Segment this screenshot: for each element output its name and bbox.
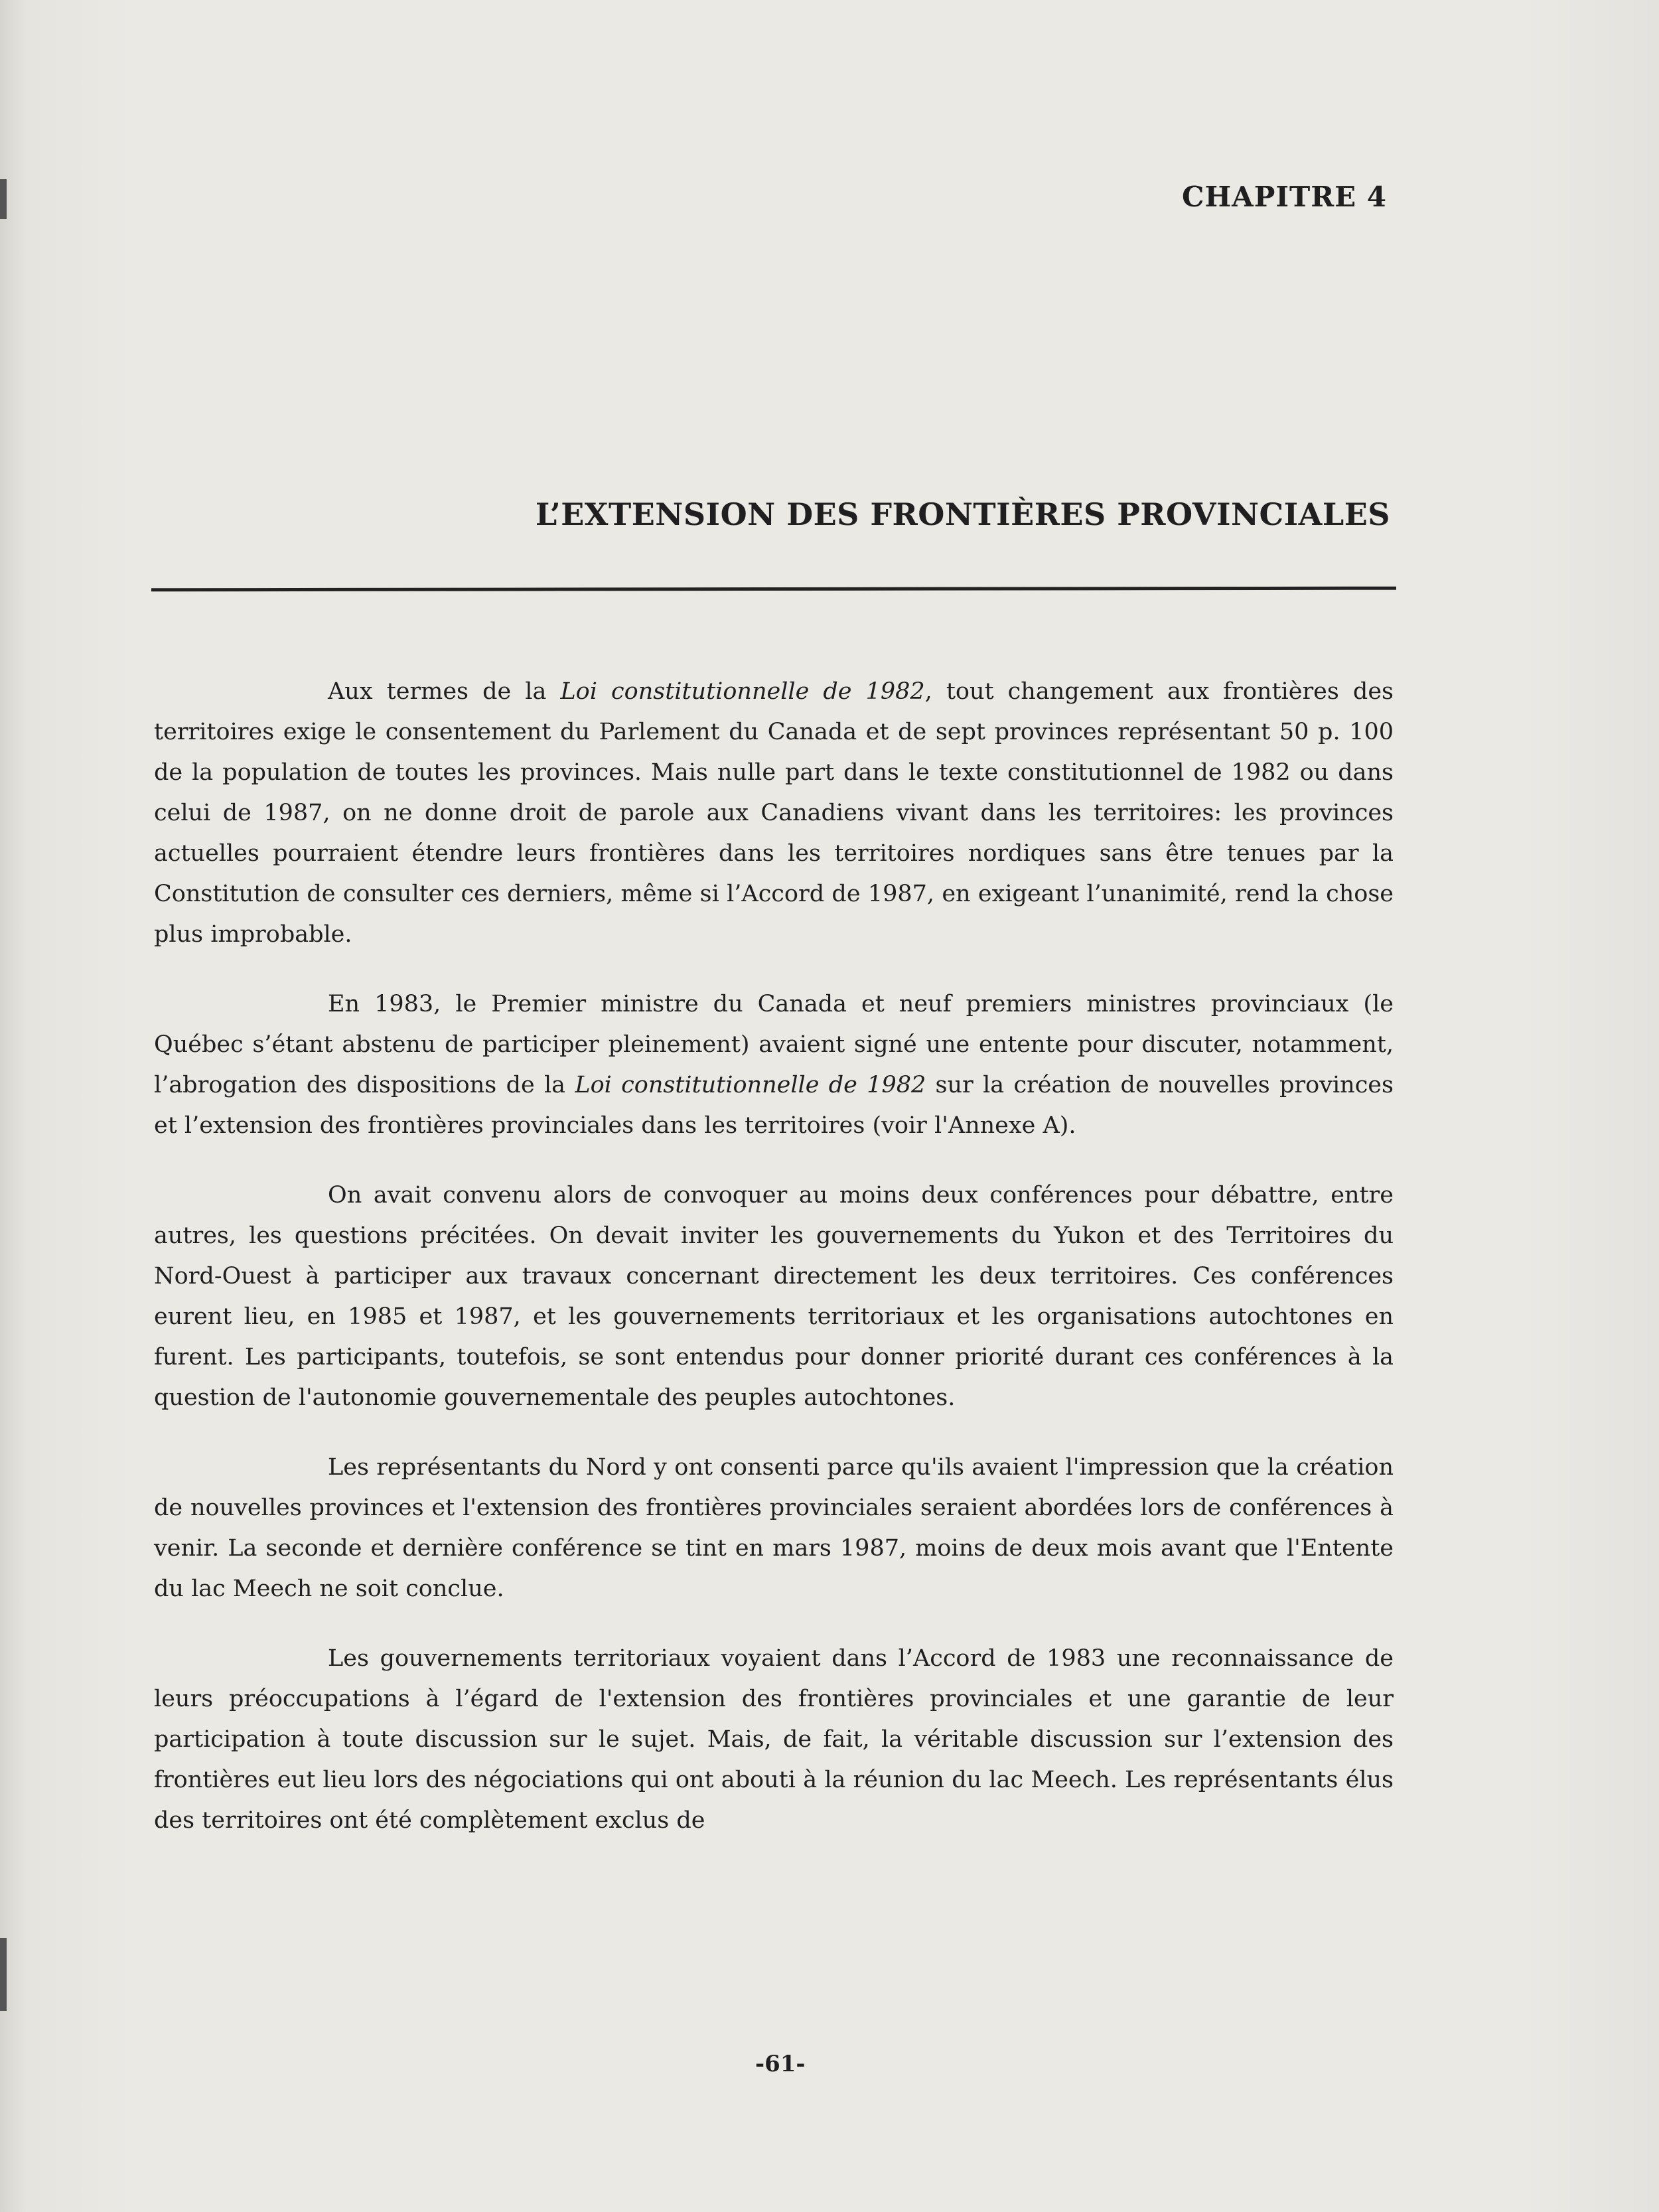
paragraph-5: Les gouvernements territoriaux voyaient dans l’Accord de 1983 une reconnaissance de leurs préoccupations à l’égard de l'extension des frontières provinciales et une garantie de leur participation à toute discussion sur le sujet. Mais, de fait, la véritable discussion sur l’extension des frontières eut lieu lors des négociations qui ont abouti à la réunion du lac Meech. Les représentants élus des territoires ont été complètement exclus de bbox=[154, 1645, 1394, 1834]
paragraph-2-text-start: En 1983, le Premier ministre du Canada et neuf premiers ministres provinciaux (le Québec s’étant abstenu de participer pleinement) avaient signé une entente pour discuter, notamment, l’abrogation des dispositions de la bbox=[154, 991, 1394, 1098]
paragraph-2-text-end: sur la création de nouvelles provinces et l’extension des frontières provinciales dans les territoires (voir l'Annexe A). bbox=[154, 1072, 1394, 1139]
body-text bbox=[154, 672, 1394, 1870]
page-number: -61- bbox=[755, 2051, 806, 2077]
paragraph-2 bbox=[154, 984, 1394, 1146]
chapter-heading: CHAPITRE 4 bbox=[1182, 181, 1387, 213]
paragraph-1-text-end: , tout changement aux frontières des territoires exige le consentement du Parlement du Canada et de sept provinces représentant 50 p. 100 de la population de toutes les provinces. Mais nulle part dans le texte constitutionnel de 1982 ou dans celui de 1987, on ne donne droit de parole aux Canadiens vivant dans les territoires: les provinces actuelles pourraient étendre leurs frontières dans les territoires nordiques sans être tenues par la Constitution de consulter ces derniers, même si l’Accord de 1987, en exigeant l’unanimité, rend la chose plus improbable. bbox=[154, 678, 1394, 948]
binding-mark-bottom bbox=[0, 1938, 7, 2011]
title-rule bbox=[151, 587, 1396, 592]
paragraph-3: On avait convenu alors de convoquer au moins deux conférences pour débattre, entre autres, les questions précitées. On devait inviter les gouvernements du Yukon et des Territoires du Nord-Ouest à participer aux travaux concernant directement les deux territoires. Ces conférences eurent lieu, en 1985 et 1987, et les gouvernements territoriaux et les organisations autochtones en furent. Les participants, toutefois, se sont entendus pour donner priorité durant ces conférences à la question de l'autonomie gouvernementale des peuples autochtones. bbox=[154, 1182, 1394, 1411]
binding-mark-top bbox=[0, 179, 7, 219]
section-title: L’EXTENSION DES FRONTIÈRES PROVINCIALES bbox=[535, 496, 1390, 532]
paragraph-4: Les représentants du Nord y ont consenti parce qu'ils avaient l'impression que la création de nouvelles provinces et l'extension des frontières provinciales seraient abordées lors de conférences à venir. La seconde et dernière conférence se tint en mars 1987, moins de deux mois avant que l'Entente du lac Meech ne soit conclue. bbox=[154, 1454, 1394, 1602]
paragraph-1-italic-title: Loi constitutionnelle de 1982 bbox=[560, 678, 925, 705]
paragraph-2-italic-title: Loi constitutionnelle de 1982 bbox=[575, 1072, 926, 1098]
paragraph-1 bbox=[154, 672, 1394, 955]
paragraph-1-text-start: Aux termes de la bbox=[328, 678, 561, 705]
